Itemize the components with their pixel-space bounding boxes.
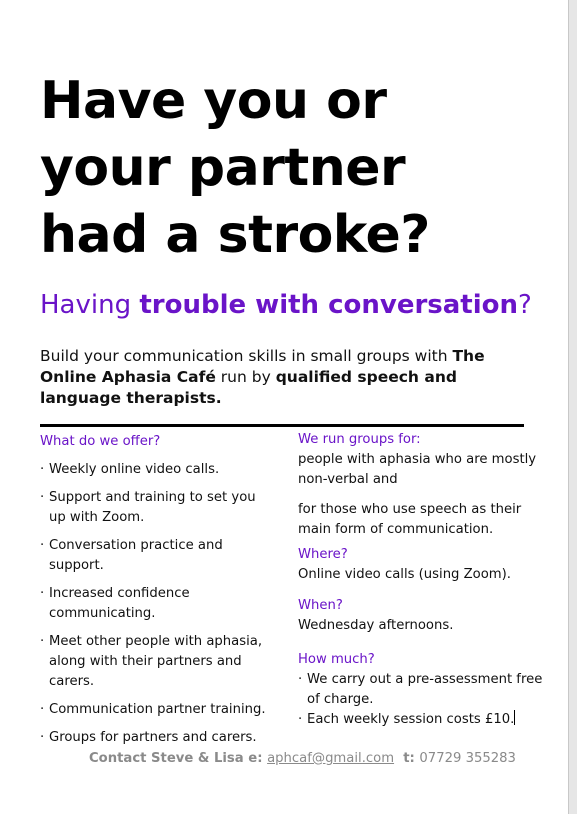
- phone-label: t:: [394, 751, 420, 766]
- headline-line-1: Have you or: [40, 71, 387, 131]
- subheading-bold: trouble with conversation: [139, 290, 519, 320]
- intro-part-1: Build your communication skills in small groups with: [40, 347, 453, 365]
- offer-item-text: Support and training to set you up with Zoom.: [49, 490, 256, 525]
- offer-column: [40, 432, 275, 756]
- cost-item-text: Each weekly session costs £10.: [307, 712, 515, 727]
- offer-heading: What do we offer?: [40, 434, 161, 449]
- offer-item: [40, 536, 275, 576]
- bullet-icon: ·: [40, 634, 45, 649]
- subheading: [40, 290, 532, 320]
- where-text: Online video calls (using Zoom).: [298, 567, 511, 582]
- when-heading: When?: [298, 598, 343, 613]
- headline-line-3: had a stroke?: [40, 205, 430, 265]
- when-text: Wednesday afternoons.: [298, 618, 454, 633]
- info-column: [298, 430, 548, 730]
- groups-line-1: people with aphasia who are mostly non-verbal and: [298, 452, 537, 487]
- cafe-name: The Online Aphasia Café: [40, 347, 485, 386]
- offer-list: [40, 460, 275, 748]
- offer-item: [40, 488, 275, 528]
- divider-rule: [40, 424, 524, 427]
- bullet-icon: ·: [40, 702, 45, 717]
- phone-number: 07729 355283: [419, 751, 516, 766]
- contact-line: [89, 751, 516, 766]
- offer-item-text: Increased confidence communicating.: [49, 586, 190, 621]
- contact-label: Contact Steve & Lisa e:: [89, 751, 268, 766]
- text-cursor: [514, 710, 515, 725]
- therapists-text: qualified speech and language therapists.: [40, 368, 457, 407]
- where-heading: Where?: [298, 547, 348, 562]
- offer-item: [40, 460, 275, 480]
- groups-heading: We run groups for:: [298, 432, 421, 447]
- offer-item-text: Groups for partners and carers.: [49, 730, 257, 745]
- offer-item-text: Communication partner training.: [49, 702, 266, 717]
- email-link[interactable]: aphcaf@gmail.com: [267, 751, 395, 766]
- offer-item: [40, 584, 275, 624]
- bullet-icon: ·: [40, 462, 45, 477]
- subheading-suffix: ?: [518, 290, 532, 320]
- bullet-icon: ·: [40, 730, 45, 745]
- cost-item: [298, 710, 548, 730]
- headline-line-2: your partner: [40, 138, 406, 198]
- offer-item: [40, 632, 275, 692]
- cost-heading: How much?: [298, 652, 375, 667]
- groups-line-2: for those who use speech as their main form of communication.: [298, 502, 522, 537]
- cost-item: [298, 670, 548, 710]
- intro-part-2: run by: [215, 368, 276, 386]
- bullet-icon: ·: [40, 586, 45, 601]
- offer-item-text: Weekly online video calls.: [49, 462, 220, 477]
- bullet-icon: ·: [40, 490, 45, 505]
- bullet-icon: ·: [40, 538, 45, 553]
- offer-item-text: Meet other people with aphasia, along with their partners and carers.: [49, 634, 263, 689]
- bullet-icon: ·: [298, 672, 303, 687]
- cost-item-text: We carry out a pre-assessment free of charge.: [307, 672, 543, 707]
- bullet-icon: ·: [298, 712, 303, 727]
- headline: [40, 68, 540, 269]
- subheading-prefix: Having: [40, 290, 140, 320]
- offer-item: [40, 728, 275, 748]
- offer-item-text: Conversation practice and support.: [49, 538, 223, 573]
- offer-item: [40, 700, 275, 720]
- intro-paragraph: [40, 346, 520, 409]
